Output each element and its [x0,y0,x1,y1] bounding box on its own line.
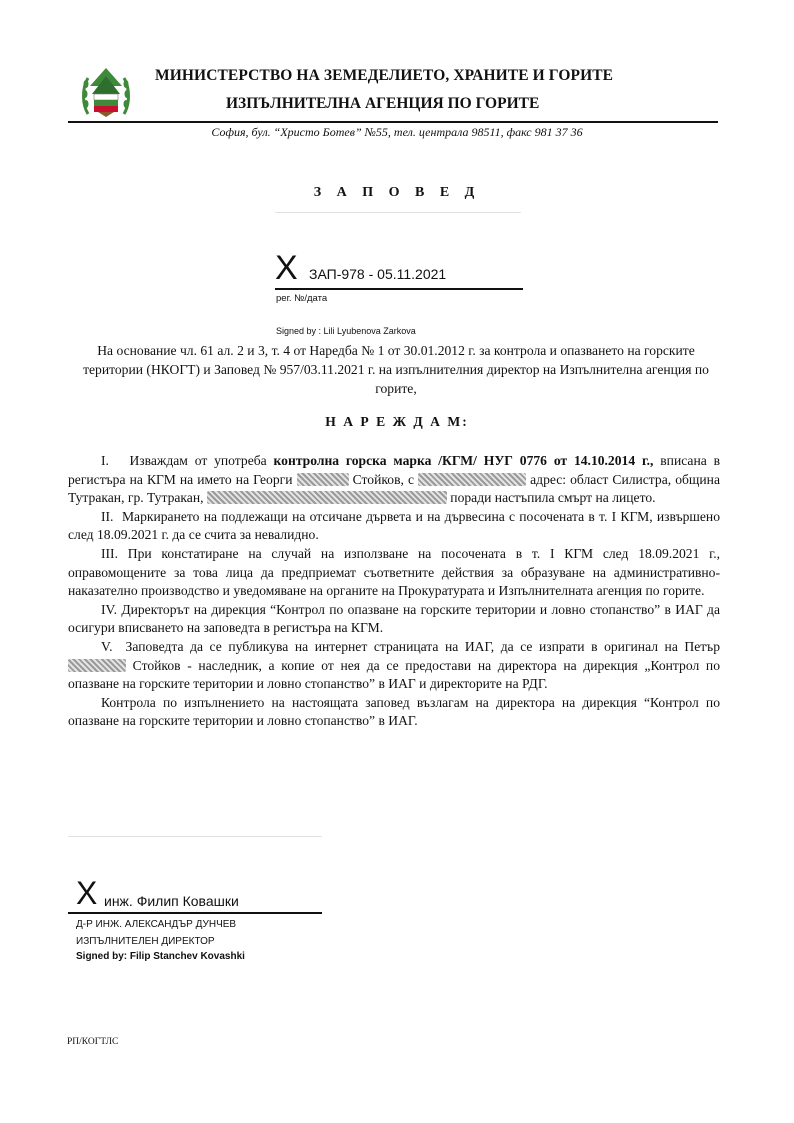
item-v-number: V. [101,638,113,654]
redacted-street-address [207,491,447,504]
signature-line [68,912,322,914]
signature-top-divider [68,836,322,837]
item-ii-number: II. [101,508,114,524]
redacted-heir-middle-name [68,659,126,672]
coat-of-arms-icon [80,64,132,118]
order-heading: Н А Р Е Ж Д А М: [325,414,469,429]
item-iii-number: III. [101,545,118,561]
document-reference: РП/КОГТЛС [67,1037,119,1047]
item-iii: III. При констатиране на случай на използване на посочената в т. I КГМ след 18.09.2021 г., оправомощените за това лица да предприемат съответните действия за образуване на административно-наказателно производство и уведомяване на органите на Прокуратурата и Изпълнителната агенция по горите. [68,545,720,599]
agency-address: София, бул. “Христо Ботев” №55, тел. централа 98511, факс 981 37 36 [211,125,583,139]
ministry-name: МИНИСТЕРСТВО НА ЗЕМЕДЕЛИЕТО, ХРАНИТЕ И ГОРИТЕ [155,67,614,84]
director-signed-by: Signed by: Filip Stanchev Kovashki [76,951,245,962]
item-v: V. Заповедта да се публикува на интернет страницата на ИАГ, да се изпрати в оригинал на Петър Стойков - наследник, а копие от нея да се предостави на директора на дирекция „Контрол по опазване на горските територии и ловно стопанство” в ИАГ и директорите на РДГ. [68,638,721,692]
item-i: I. Изваждам от употреба контролна горска марка /КГМ/ НУГ 0776 от 14.10.2014 г., вписана в регистъра на КГМ на името на Георги Стойков, с адрес: област Силистра, община Тутракан, гр. Тутракан, поради настъпила смърт на лицето. [68,453,721,506]
closing-paragraph: Контрола по изпълнението на настоящата заповед възлагам на директора на дирекция “Контрол по опазване на горските територии и ловно стопанство” в ИАГ. [68,694,720,729]
item-ii: II. Маркирането на подлежащи на отсичане дървета и на дървесина с посочената в т. I КГМ, извършено след 18.09.2021 г. да се счита за невалидно. [68,508,720,543]
header-divider [68,121,718,123]
item-i-number: I. [101,453,109,468]
forest-mark-id: контролна горска марка /КГМ/ НУГ 0776 от 14.10.2014 г., [273,453,654,468]
agency-name: ИЗПЪЛНИТЕЛНА АГЕНЦИЯ ПО ГОРИТЕ [226,95,540,112]
registration-signature-mark: X [275,249,298,287]
item-iv-number: IV. [101,601,117,617]
registration-line [275,288,523,290]
document-title: З А П О В Е Д [313,185,481,200]
signer-name: инж. Филип Ковашки [104,893,239,909]
item-iv: IV. Директорът на дирекция “Контрол по опазване на горските територии и ловно стопанство” в ИАГ да осигури вписването на заповедта в регистъра на КГМ. [68,601,721,636]
registration-signed-by: Signed by : Lili Lyubenova Zarkova [276,326,416,336]
registration-number: ЗАП-978 - 05.11.2021 [309,266,447,282]
registration-label: рег. №/дата [276,293,328,304]
title-divider [275,212,521,213]
director-name: Д-Р ИНЖ. АЛЕКСАНДЪР ДУНЧЕВ [76,919,237,930]
redacted-middle-name [297,473,349,486]
legal-basis: На основание чл. 61 ал. 2 и 3, т. 4 от Наредба № 1 от 30.01.2012 г. за контрола и опазването на горските територии (НКОГТ) и Заповед № 957/03.11.2021 г. на изпълнителния директор на Изпълнителна агенция по горите, [83,343,709,396]
director-signature-mark: X [76,875,98,911]
order-body [68,452,720,731]
redacted-personal-id [418,473,526,486]
director-title: ИЗПЪЛНИТЕЛЕН ДИРЕКТОР [76,936,215,947]
